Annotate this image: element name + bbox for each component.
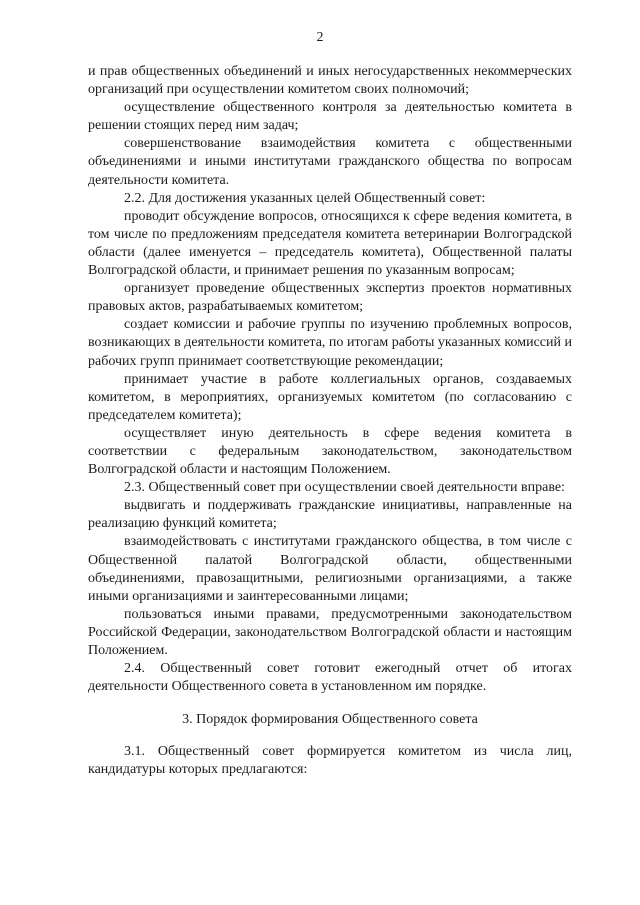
paragraph: 2.4. Общественный совет готовит ежегодный отчет об итогах деятельности Общественного совета в установленном им порядке.	[88, 661, 572, 695]
paragraph: 2.3. Общественный совет при осуществлении своей деятельности вправе:	[124, 480, 565, 496]
section-heading: 3. Порядок формирования Общественного совета	[182, 712, 478, 728]
paragraph: пользоваться иными правами, предусмотренными законодательством Российской Федерации, законодательством Волгоградской области и настоящим Положением.	[88, 606, 572, 658]
paragraph: создает комиссии и рабочие группы по изучению проблемных вопросов, возникающих в деятельности комитета, по итогам работы указанных комиссий и рабочих групп принимает соответствующие рекомендации;	[88, 317, 572, 369]
document-body	[88, 63, 572, 780]
paragraph: 2.2. Для достижения указанных целей Общественный совет:	[124, 190, 486, 206]
paragraph: осуществляет иную деятельность в сфере ведения комитета в соответствии с федеральным законодательством, законодательством Волгоградской области и настоящим Положением.	[88, 425, 572, 478]
paragraph: совершенствование взаимодействия комитета с общественными объединениями и иными институтами гражданского общества по вопросам деятельности комитета.	[88, 136, 572, 188]
paragraph: проводит обсуждение вопросов, относящихся к сфере ведения комитета, в том числе по предложениям председателя комитета ветеринарии Волгоградской области (далее именуется – председатель комитета), Общественной палаты Волгоградской области, и принимает решения по указанным вопросам;	[88, 208, 572, 279]
paragraph: организует проведение общественных экспертиз проектов нормативных правовых актов, разрабатываемых комитетом;	[88, 281, 572, 315]
paragraph: и прав общественных объединений и иных негосударственных некоммерческих организаций при осуществлении комитетом своих полномочий;	[88, 64, 572, 98]
paragraph: выдвигать и поддерживать гражданские инициативы, направленные на реализацию функций комитета;	[88, 498, 572, 532]
paragraph: принимает участие в работе коллегиальных органов, создаваемых комитетом, в мероприятиях, организуемых комитетом (по согласованию с председателем комитета);	[88, 371, 572, 423]
paragraph: взаимодействовать с институтами гражданского общества, в том числе с Общественной палатой Волгоградской области, общественными объединениями, правозащитными, религиозными организациями, а также иными организациями и заинтересованными лицами;	[88, 534, 572, 604]
paragraph: 3.1. Общественный совет формируется комитетом из числа лиц, кандидатуры которых предлагаются:	[88, 744, 572, 778]
page-number: 2	[316, 30, 324, 45]
paragraph: осуществление общественного контроля за деятельностью комитета в решении стоящих перед ним задач;	[88, 100, 572, 134]
